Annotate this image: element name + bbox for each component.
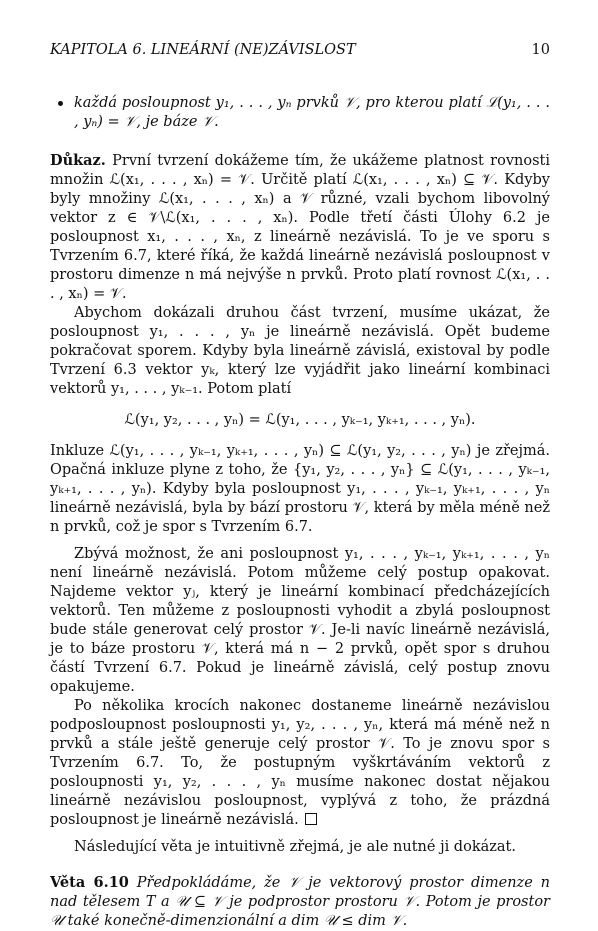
theorem-block	[50, 873, 550, 931]
display-equation: ℒ(y₁, y₂, . . . , yₙ) = ℒ(y₁, . . . , yₖ₋₁, yₖ₊₁, . . . , yₙ).	[124, 412, 476, 428]
proof-paragraph-4: Zbývá možnost, že ani posloupnost y₁, . . . , yₖ₋₁, yₖ₊₁, . . . , yₙ není lineárně nezávislá. Potom můžeme celý postup opakovat. Najdeme vektor yⱼ, který je lineární kombinací předcházejících vektorů. Ten můžeme z posloupnosti vyhodit a zbylá posloupnost bude stále generovat celý prostor 𝒱. Je-li navíc lineárně nezávislá, je to báze prostoru 𝒱, která má n − 2 prvků, opět spor s druhou částí Tvrzení 6.7. Pokud je lineárně závislá, celý postup znovu opakujeme.	[50, 546, 550, 695]
theorem-body: Předpokládáme, že 𝒱 je vektorový prostor dimenze n nad tělesem T a 𝒰 ⊆ 𝒱 je podprostor prostoru 𝒱. Potom je prostor 𝒰 také konečně-dimenzionální a dim 𝒰 ≤ dim 𝒱.	[50, 875, 550, 929]
running-header	[50, 42, 550, 64]
theorem-label: Věta 6.10	[50, 874, 129, 891]
proof-text-1: První tvrzení dokážeme tím, že ukážeme platnost rovnosti množin ℒ(x₁, . . . , xₙ) = 𝒱. Určitě platí ℒ(x₁, . . . , xₙ) ⊆ 𝒱. Kdyby byly množiny ℒ(x₁, . . . , xₙ) a 𝒱 různé, vzali bychom libovolný vektor z ∈ 𝒱\ℒ(x₁, . . . , xₙ). Podle třetí části Úlohy 6.2 je posloupnost x₁, . . . , xₙ, z lineárně nezávislá. To je ve sporu s Tvrzením 6.7, které říká, že každá lineárně nezávislá posloupnost v prostoru dimenze n má nejvýše n prvků. Proto platí rovnost ℒ(x₁, . . . , xₙ) = 𝒱.	[50, 153, 550, 302]
page-number: 10	[531, 42, 550, 58]
proof-paragraph-3: Inkluze ℒ(y₁, . . . , yₖ₋₁, yₖ₊₁, . . . , yₙ) ⊆ ℒ(y₁, y₂, . . . , yₙ) je zřejmá. Opačná inkluze plyne z toho, že {y₁, y₂, . . . , yₙ} ⊆ ℒ(y₁, . . . , yₖ₋₁, yₖ₊₁, . . . , yₙ). Kdyby byla posloupnost y₁, . . . , yₖ₋₁, yₖ₊₁, . . . , yₙ lineárně nezávislá, byla by bází prostoru 𝒱, která by měla méně než n prvků, což je spor s Tvrzením 6.7.	[50, 443, 550, 535]
proof-paragraph-1	[50, 151, 550, 304]
transition-sentence: Následující věta je intuitivně zřejmá, je ale nutné ji dokázat.	[74, 839, 516, 855]
proof-label: Důkaz.	[50, 152, 106, 169]
bullet-item	[50, 94, 550, 132]
bullet-icon	[58, 101, 63, 106]
proof-paragraph-2: Abychom dokázali druhou část tvrzení, musíme ukázat, že posloupnost y₁, . . . , yₙ je lineárně nezávislá. Opět budeme pokračovat sporem. Kdyby byla lineárně závislá, existoval by podle Tvrzení 6.3 vektor yₖ, který lze vyjádřit jako lineární kombinaci vektorů y₁, . . . , yₖ₋₁. Potom platí	[50, 305, 550, 397]
proof-text-5: Po několika krocích nakonec dostaneme lineárně nezávislou podposloupnost posloupnosti y₁, y₂, . . . , yₙ, která má méně než n prvků a stále ještě generuje celý prostor 𝒱. To je znovu spor s Tvrzením 6.7. To, že postupným vyškrtáváním vektorů z posloupnosti y₁, y₂, . . . , yₙ musíme nakonec dostat nějakou lineárně nezávislou posloupnost, vyplývá z toho, že prázdná posloupnost je lineárně nezávislá.	[50, 698, 550, 828]
chapter-title: KAPITOLA 6. LINEÁRNÍ (NE)ZÁVISLOST	[50, 42, 356, 58]
bullet-text: každá posloupnost y₁, . . . , yₙ prvků 𝒱, pro kterou platí ℒ(y₁, . . . , yₙ) = 𝒱, je báze 𝒱.	[74, 95, 550, 130]
proof-paragraph-5	[50, 697, 550, 830]
page	[50, 42, 550, 931]
qed-box-icon	[305, 813, 317, 825]
